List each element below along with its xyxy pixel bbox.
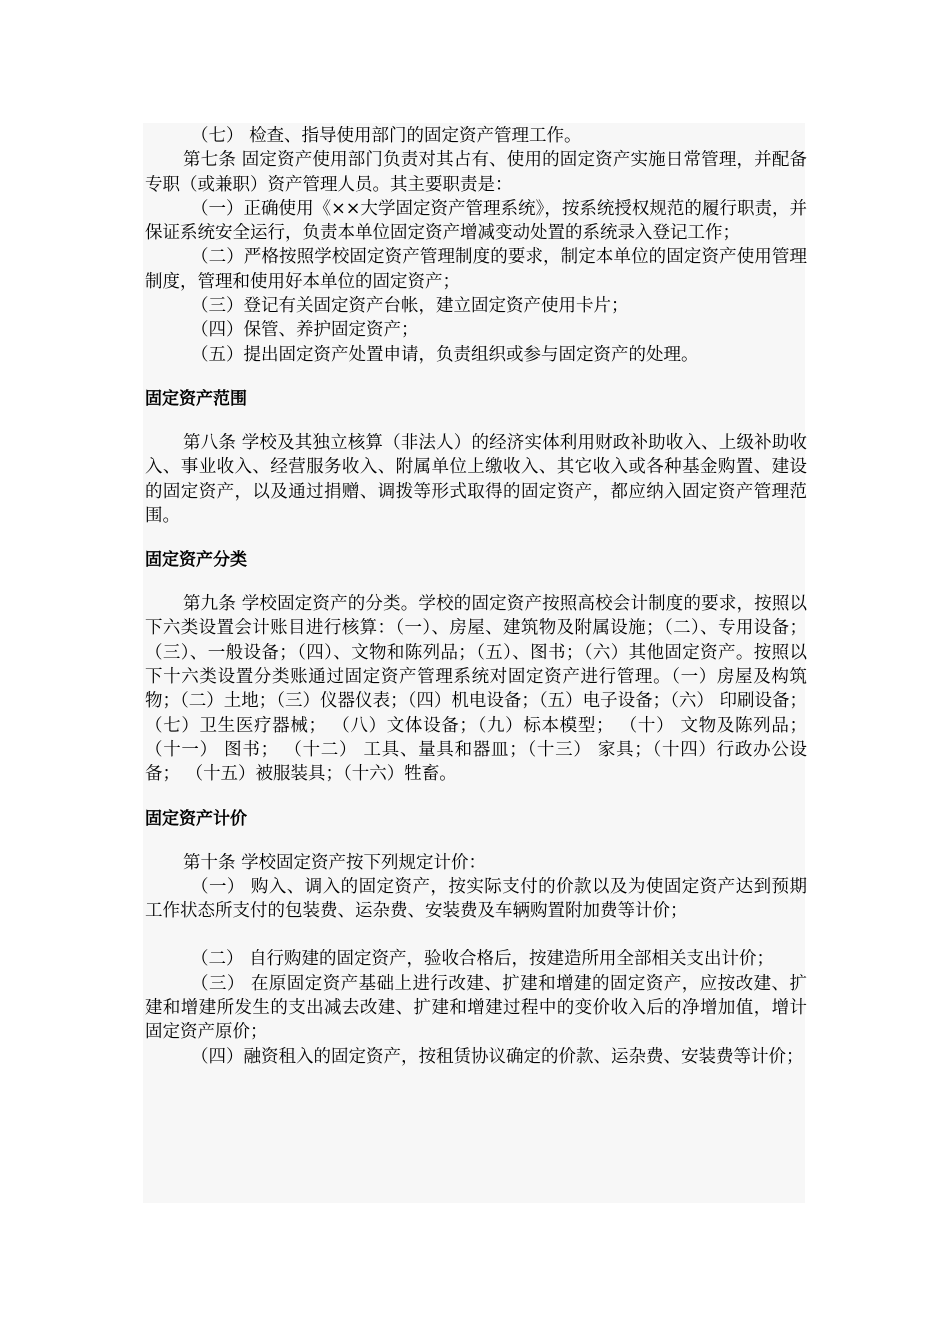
heading-valuation: 固定资产计价	[145, 808, 247, 829]
paragraph-item-7: （七） 检查、指导使用部门的固定资产管理工作。	[191, 126, 582, 146]
document-body	[145, 124, 807, 1069]
heading-scope: 固定资产范围	[145, 388, 247, 409]
paragraph-duty-1: （一）正确使用《××大学固定资产管理系统》，按系统授权规范的履行职责，并保证系统安全运行，负责本单位固定资产增减变动处置的系统录入登记工作；	[145, 198, 807, 244]
paragraph-article-8: 第八条 学校及其独立核算（非法人）的经济实体利用财政补助收入、上级补助收入、事业收入、经营服务收入、附属单位上缴收入、其它收入或各种基金购置、建设的固定资产，以及通过捐赠、调拨等形式取得的固定资产，都应纳入固定资产管理范围。	[145, 432, 807, 526]
paragraph-article-7: 第七条 固定资产使用部门负责对其占有、使用的固定资产实施日常管理，并配备专职（或兼职）资产管理人员。其主要职责是：	[145, 150, 807, 195]
paragraph-article-9: 第九条 学校固定资产的分类。学校的固定资产按照高校会计制度的要求，按照以下六类设置会计账目进行核算：（一）、房屋、建筑物及附属设施；（二）、专用设备；（三）、一般设备；（四）、文物和陈列品；（五）、图书；（六）其他固定资产。按照以下十六类设置分类账通过固定资产管理系统对固定资产进行管理。（一）房屋及构筑物；（二）土地；（三）仪器仪表；（四）机电设备；（五）电子设备；（六） 印刷设备；（七）卫生医疗器械； （八）文体设备；（九）标本模型； （十） 文物及陈列品；（十一） 图书； （十二） 工具、量具和器皿；（十三） 家具；（十四）行政办公设备； （十五）被服装具；（十六）牲畜。	[145, 594, 807, 785]
paragraph-valuation-4: （四）融资租入的固定资产，按租赁协议确定的价款、运杂费、安装费等计价；	[191, 1046, 804, 1067]
paragraph-duty-2: （二）严格按照学校固定资产管理制度的要求，制定本单位的固定资产使用管理制度，管理和使用好本单位的固定资产；	[145, 247, 807, 292]
paragraph-duty-5: （五）提出固定资产处置申请，负责组织或参与固定资产的处理。	[191, 344, 699, 365]
paragraph-article-10: 第十条 学校固定资产按下列规定计价：	[183, 852, 487, 873]
paragraph-duty-3: （三）登记有关固定资产台帐，建立固定资产使用卡片；	[191, 296, 629, 317]
paragraph-valuation-3: （三） 在原固定资产基础上进行改建、扩建和增建的固定资产，应按改建、扩建和增建所发生的支出减去改建、扩建和增建过程中的变价收入后的净增加值，增计固定资产原价；	[145, 973, 807, 1043]
paragraph-duty-4: （四）保管、养护固定资产；	[191, 320, 419, 341]
paragraph-valuation-1: （一） 购入、调入的固定资产，按实际支付的价款以及为使固定资产达到预期工作状态所支付的包装费、运杂费、安装费及车辆购置附加费等计价；	[145, 876, 807, 922]
heading-classification: 固定资产分类	[145, 550, 247, 571]
paragraph-valuation-2: （二） 自行购建的固定资产，验收合格后，按建造所用全部相关支出计价；	[191, 949, 775, 970]
